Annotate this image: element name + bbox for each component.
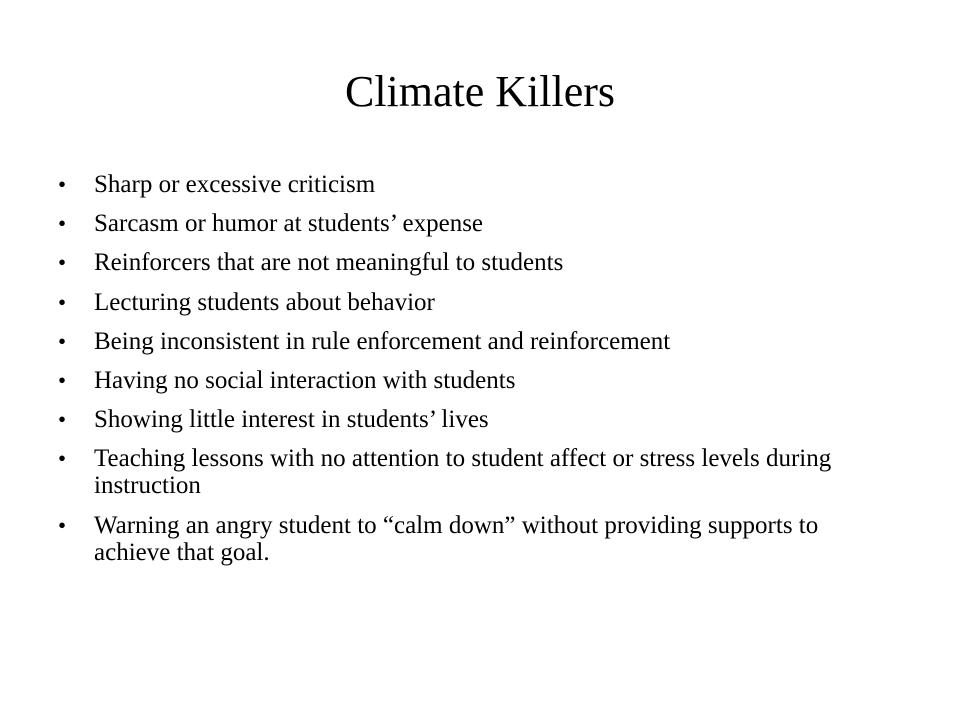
- bullet-item: [58, 512, 898, 566]
- bullet-text: Lecturing students about behavior: [94, 288, 435, 316]
- bullet-dot-icon: •: [58, 407, 67, 433]
- bullet-dot-icon: •: [58, 328, 67, 354]
- bullet-text: Reinforcers that are not meaningful to students: [94, 249, 564, 277]
- bullet-item: [58, 367, 898, 394]
- bullet-text: Having no social interaction with students: [94, 366, 516, 394]
- bullet-text: Teaching lessons with no attention to student affect or stress levels during instruction: [94, 445, 832, 500]
- bullet-text: Sarcasm or humor at students’ expense: [94, 210, 484, 238]
- bullet-dot-icon: •: [58, 512, 67, 538]
- bullet-item: [58, 210, 898, 237]
- bullet-item: [58, 249, 898, 276]
- bullet-text: Being inconsistent in rule enforcement and reinforcement: [94, 327, 671, 355]
- bullet-item: [58, 406, 898, 433]
- bullet-dot-icon: •: [58, 211, 67, 237]
- bullet-dot-icon: •: [58, 250, 67, 276]
- bullet-item: [58, 171, 898, 198]
- bullet-item: [58, 328, 898, 355]
- bullet-text: Showing little interest in students’ lives: [94, 406, 489, 434]
- slide-title: Climate Killers: [344, 67, 616, 116]
- bullet-dot-icon: •: [58, 289, 67, 315]
- bullet-item: [58, 289, 898, 316]
- bullet-item: [58, 445, 898, 499]
- bullet-list: [58, 171, 898, 578]
- bullet-dot-icon: •: [58, 367, 67, 393]
- bullet-dot-icon: •: [58, 446, 67, 472]
- bullet-dot-icon: •: [58, 172, 67, 197]
- bullet-text: Sharp or excessive criticism: [94, 171, 376, 198]
- bullet-text: Warning an angry student to “calm down” without providing supports to achieve that goal.: [94, 511, 819, 566]
